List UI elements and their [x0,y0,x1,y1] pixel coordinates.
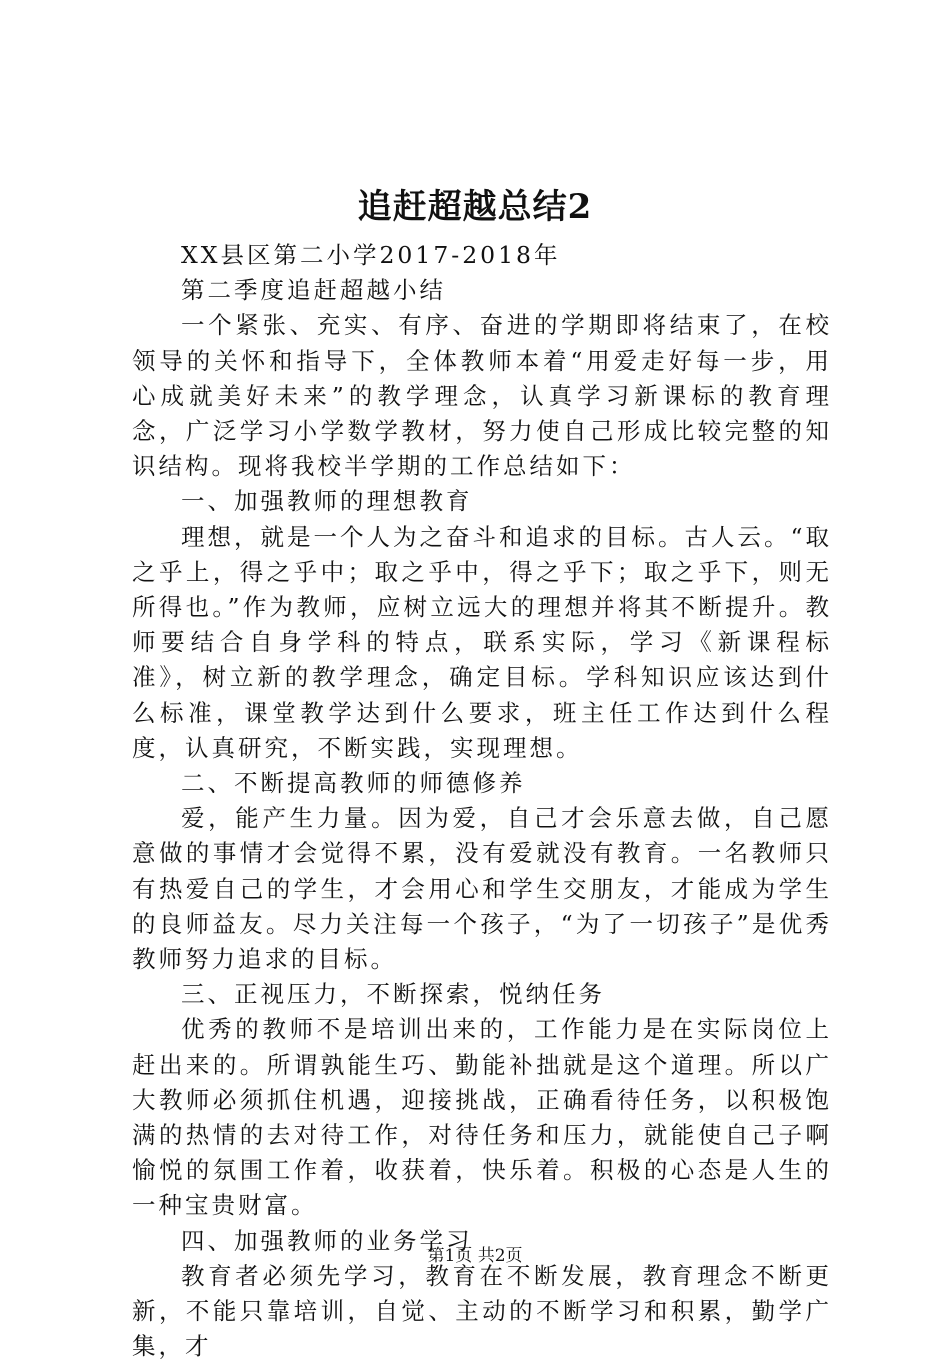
intro-paragraph: 一个紧张、充实、有序、奋进的学期即将结束了，在校领导的关怀和指导下，全体教师本着“用爱走好每一步，用心成就美好未来”的教学理念，认真学习新课标的教育理念，广泛学习小学数学教材，努力使自己形成比较完整的知识结构。现将我校半学期的工作总结如下： [132,311,832,481]
section-paragraph-2: 爱，能产生力量。因为爱，自己才会乐意去做，自己愿意做的事情才会觉得不累，没有爱就没有教育。一名教师只有热爱自己的学生，才会用心和学生交朋友，才能成为学生的良师益友。尽力关注每一个孩子，“为了一切孩子”是优秀教师努力追求的目标。 [132,804,832,974]
section-paragraph-4: 教育者必须先学习，教育在不断发展，教育理念不断更新，不能只靠培训，自觉、主动的不断学习和积累，勤学广集，才 [132,1261,832,1361]
document-body [132,238,832,1365]
page-footer: 第1页 共2页 [427,1246,523,1266]
section-paragraph-3: 优秀的教师不是培训出来的，工作能力是在实际岗位上赶出来的。所谓孰能生巧、勤能补拙就是这个道理。所以广大教师必须抓住机遇，迎接挑战，正确看待任务，以积极饱满的热情的去对待工作，对待任务和压力，就能使自己子啊愉悦的氛围工作着，收获着，快乐着。积极的心态是人生的一种宝贵财富。 [132,1015,832,1220]
document-title: 追赶超越总结2 [357,187,593,227]
school-line: XX县区第二小学2017-2018年 [181,241,561,269]
section-paragraph-1: 理想，就是一个人为之奋斗和追求的目标。古人云。“取之乎上，得之乎中；取之乎中，得之乎下；取之乎下，则无所得也。”作为教师，应树立远大的理想并将其不断提升。教师要结合自身学科的特点，联系实际，学习《新课程标准》，树立新的教学理念，确定目标。学科知识应该达到什么标准，课堂教学达到什么要求，班主任工作达到什么程度，认真研究，不断实践，实现理想。 [132,522,833,762]
subtitle-line: 第二季度追赶超越小结 [181,276,446,305]
section-heading-2: 二、不断提高教师的师德修养 [181,769,526,798]
section-heading-3: 三、正视压力，不断探索，悦纳任务 [181,980,605,1009]
section-heading-1: 一、加强教师的理想教育 [181,487,473,516]
section-heading-4: 四、加强教师的业务学习 [181,1226,473,1255]
